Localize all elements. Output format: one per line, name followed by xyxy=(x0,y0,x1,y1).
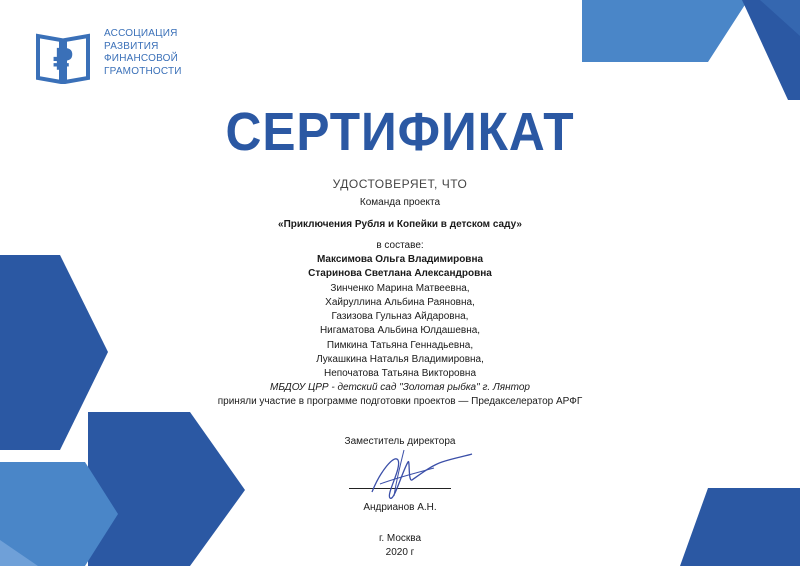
composition-label: в составе: xyxy=(376,240,424,251)
member: Хайруллина Альбина Раяновна, xyxy=(325,297,475,308)
organization: МБДОУ ЦРР - детский сад "Золотая рыбка" г. Лянтор xyxy=(270,382,530,393)
year: 2020 г xyxy=(385,547,415,558)
logo-line: ФИНАНСОВОЙ xyxy=(104,53,178,64)
member: Непочатова Татьяна Викторовна xyxy=(323,368,477,379)
city: г. Москва xyxy=(378,533,422,544)
team-label: Команда проекта xyxy=(359,197,441,208)
certifies-heading: УДОСТОВЕРЯЕТ, ЧТО xyxy=(332,177,468,191)
svg-text:₽: ₽ xyxy=(52,43,74,78)
member: Лукашкина Наталья Владимировна, xyxy=(316,354,484,365)
signature-icon xyxy=(350,442,475,502)
participation-text: приняли участие в программе подготовки проектов — Предакселератор АРФГ xyxy=(217,396,583,407)
project-name: «Приключения Рубля и Копейки в детском саду» xyxy=(278,219,522,230)
certificate-title: СЕРТИФИКАТ xyxy=(225,102,575,162)
member: Газизова Гульназ Айдаровна, xyxy=(331,311,469,322)
member: Пимкина Татьяна Геннадьевна, xyxy=(326,340,474,351)
signatory-name: Андрианов А.Н. xyxy=(363,502,437,513)
logo-line: ГРАМОТНОСТИ xyxy=(104,65,182,77)
logo-line: АССОЦИАЦИЯ xyxy=(104,28,178,39)
logo-line: РАЗВИТИЯ xyxy=(104,40,159,52)
member-lead: Максимова Ольга Владимировна xyxy=(316,254,484,265)
signatory-title: Заместитель директора xyxy=(344,436,456,447)
member: Зинченко Марина Матвеевна, xyxy=(330,283,470,294)
member: Нигаматова Альбина Юлдашевна, xyxy=(319,325,481,336)
member-lead: Старинова Светлана Александровна xyxy=(308,268,492,279)
